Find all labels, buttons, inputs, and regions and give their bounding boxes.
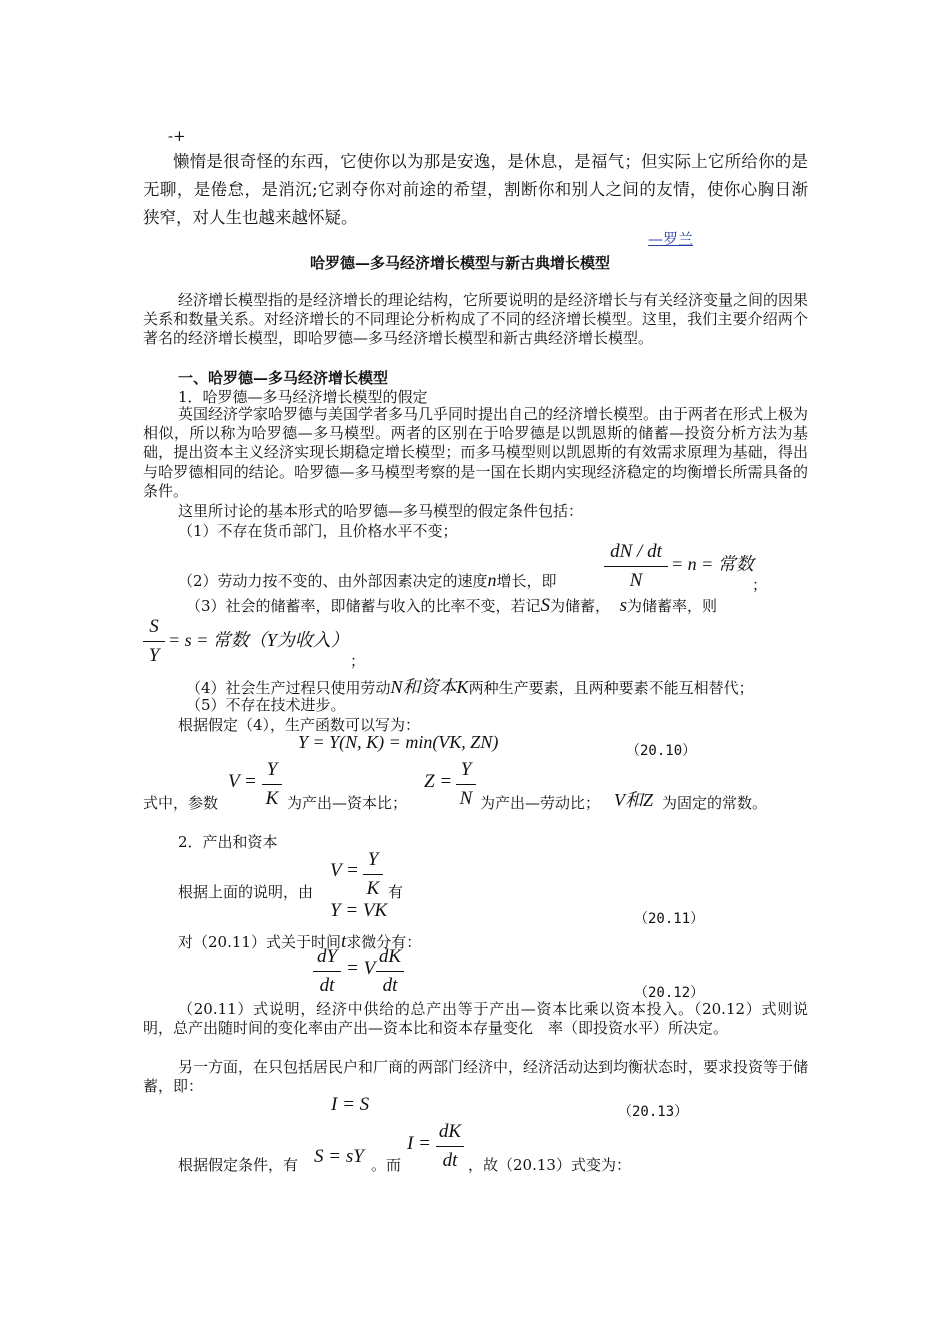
eq3-den2: dt bbox=[382, 975, 398, 996]
assumption-2-frac-den: N bbox=[629, 570, 643, 591]
assumption-4-var: N和资本K bbox=[390, 677, 469, 697]
param-v-num: Y bbox=[266, 759, 278, 780]
intro-paragraph: 经济增长模型指的是经济增长的理论结构，它所要说明的是经济增长与有关经济变量之间的因果关系和数量关系。对经济增长的不同理论分析构成了不同的经济增长模型。这里，我们主要介绍两个著名的经济增长模型，即哈罗德—多马经济增长模型和新古典经济增长模型。 bbox=[143, 291, 809, 348]
assumption-5: （5）不存在技术进步。 bbox=[186, 696, 346, 714]
paragraph-explanation: （20.11）式说明，经济中供给的总产出等于产出—资本比乘以资本投入。（20.12）式则说明，总产出随时间的变化率由产出—资本比和资本存量变化 率（即投资水平）所决定。 bbox=[143, 1000, 808, 1038]
param-v-den: K bbox=[265, 788, 279, 809]
eq3-fraction-2 bbox=[376, 945, 404, 998]
output-v-fraction bbox=[363, 848, 383, 901]
output-v-num: Y bbox=[367, 849, 379, 870]
header-mark: -+ bbox=[168, 127, 186, 145]
assumption-2-rhs: = n = 常数 bbox=[671, 554, 754, 574]
condition-fraction bbox=[436, 1120, 464, 1173]
equation-20-10: Y = Y(N, K) = min(VK, ZN) bbox=[298, 732, 499, 752]
param-post: 为固定的常数。 bbox=[662, 794, 768, 812]
eq3-fraction-1 bbox=[313, 945, 341, 998]
assumption-2-end: ； bbox=[752, 576, 768, 594]
assumption-3-var1: S bbox=[540, 595, 551, 616]
eq3-mid: = V bbox=[346, 958, 376, 979]
assumption-2-frac-num: dN / dt bbox=[610, 541, 662, 562]
param-v-fraction bbox=[262, 758, 282, 811]
output-v-lhs: V = bbox=[330, 860, 359, 881]
eq3-den1: dt bbox=[319, 975, 335, 996]
assumption-3-fraction bbox=[143, 615, 165, 668]
quote-text: 懒惰是很奇怪的东西，它使你以为那是安逸，是休息，是福气；但实际上它所给你的是无聊，是倦怠，是消沉;它剥夺你对前途的希望，割断你和别人之间的友情，使你心胸日渐狭窄，对人生也越来越怀疑。 bbox=[143, 152, 808, 227]
param-z-den: N bbox=[459, 788, 473, 809]
paragraph-equilibrium: 另一方面，在只包括居民户和厂商的两部门经济中，经济活动达到均衡状态时，要求投资等于储蓄，即： bbox=[143, 1058, 809, 1096]
assumption-2-pre: （2）劳动力按不变的、由外部因素决定的速度 bbox=[178, 572, 488, 590]
assumption-3-frac-den: Y bbox=[148, 645, 160, 666]
section-heading-1: 一、哈罗德—多马经济增长模型 bbox=[178, 369, 389, 387]
condition-eq: S = sY bbox=[314, 1146, 364, 1167]
quote-attribution[interactable]: —罗兰 bbox=[648, 230, 694, 248]
equation-number-20-12: （20.12） bbox=[634, 985, 705, 1001]
paragraph-assumptions-intro: 英国经济学家哈罗德与美国学者多马几乎同时提出自己的经济增长模型。由于两者在形式上极为相似，所以称为哈罗德—多马模型。两者的区别在于哈罗德是以凯恩斯的储蓄—投资分析方法为基础，提出资本主义经济实现长期稳定增长模型；而多马模型则以凯恩斯的有效需求原理为基础，得出与哈罗德相同的结论。哈罗德—多马模型考察的是一国在长期内实现经济稳定的均衡增长所需具备的条件。 bbox=[143, 405, 809, 500]
eq3-num2: dK bbox=[378, 946, 402, 967]
paragraph-assumption-lead: 这里所讨论的基本形式的哈罗德—多马模型的假定条件包括： bbox=[178, 502, 584, 520]
subsection-heading-1: 1．哈罗德—多马经济增长模型的假定 bbox=[178, 388, 428, 406]
equation-number-20-10: （20.10） bbox=[626, 743, 697, 759]
eq3-num1: dY bbox=[316, 946, 338, 967]
equation-number-20-13: （20.13） bbox=[618, 1104, 689, 1120]
differentiate-pre: 对（20.11）式关于时间 bbox=[178, 933, 341, 951]
paragraph-output-pre: 根据上面的说明，由 bbox=[178, 883, 314, 901]
assumption-3-frac-num: S bbox=[149, 616, 159, 637]
assumption-3-var2: s bbox=[619, 595, 628, 616]
param-v-desc: 为产出—资本比； bbox=[287, 794, 408, 812]
differentiate-var: t bbox=[340, 931, 347, 952]
assumption-2-var: n bbox=[487, 570, 497, 590]
param-z-lhs: Z = bbox=[424, 771, 453, 792]
param-v-lhs: V = bbox=[228, 771, 257, 792]
paragraph-condition-pre: 根据假定条件，有 bbox=[178, 1156, 299, 1174]
condition-mid: 。而 bbox=[371, 1156, 402, 1174]
condition-i-lhs: I = bbox=[407, 1133, 431, 1154]
assumption-3-post: 为储蓄率，则 bbox=[627, 597, 718, 615]
param-z-num: Y bbox=[460, 759, 472, 780]
page-title: 哈罗德—多马经济增长模型与新古典增长模型 bbox=[310, 254, 611, 272]
assumption-3-rhs: = s = 常数（Y为收入） bbox=[168, 630, 349, 650]
assumption-3-text bbox=[186, 595, 717, 617]
assumption-1: （1）不存在货币部门，且价格水平不变； bbox=[178, 522, 458, 540]
assumption-4-pre: （4）社会生产过程只使用劳动 bbox=[186, 679, 391, 697]
condition-den: dt bbox=[442, 1150, 458, 1171]
differentiate-post: 求微分有： bbox=[346, 933, 422, 951]
param-z-fraction bbox=[456, 758, 476, 811]
assumption-2-text bbox=[178, 570, 557, 591]
assumption-2-fraction bbox=[604, 540, 668, 593]
equation-20-13: I = S bbox=[331, 1094, 370, 1115]
assumption-2-post: 增长，即 bbox=[496, 572, 557, 590]
subsection-heading-2: 2．产出和资本 bbox=[178, 833, 278, 851]
assumption-3-pre: （3）社会的储蓄率，即储蓄与收入的比率不变，若记 bbox=[186, 597, 541, 615]
paragraph-production-function: 根据假定（4），生产函数可以写为： bbox=[178, 716, 421, 734]
assumption-4-post: 两种生产要素，且两种要素不能互相替代； bbox=[468, 679, 754, 697]
output-v-den: K bbox=[366, 878, 380, 899]
equation-20-11: Y = VK bbox=[330, 900, 388, 921]
condition-post: ，故（20.13）式变为： bbox=[468, 1156, 631, 1174]
paragraph-output-post: 有 bbox=[388, 883, 404, 901]
param-z-desc: 为产出—劳动比； bbox=[480, 794, 601, 812]
condition-num: dK bbox=[438, 1121, 462, 1142]
paragraph-parameters-pre: 式中，参数 bbox=[143, 794, 219, 812]
assumption-3-end: ； bbox=[350, 652, 366, 670]
assumption-3-mid: 为储蓄， bbox=[550, 597, 611, 615]
param-vars: V和Z bbox=[614, 790, 654, 810]
equation-number-20-11: （20.11） bbox=[634, 911, 705, 927]
